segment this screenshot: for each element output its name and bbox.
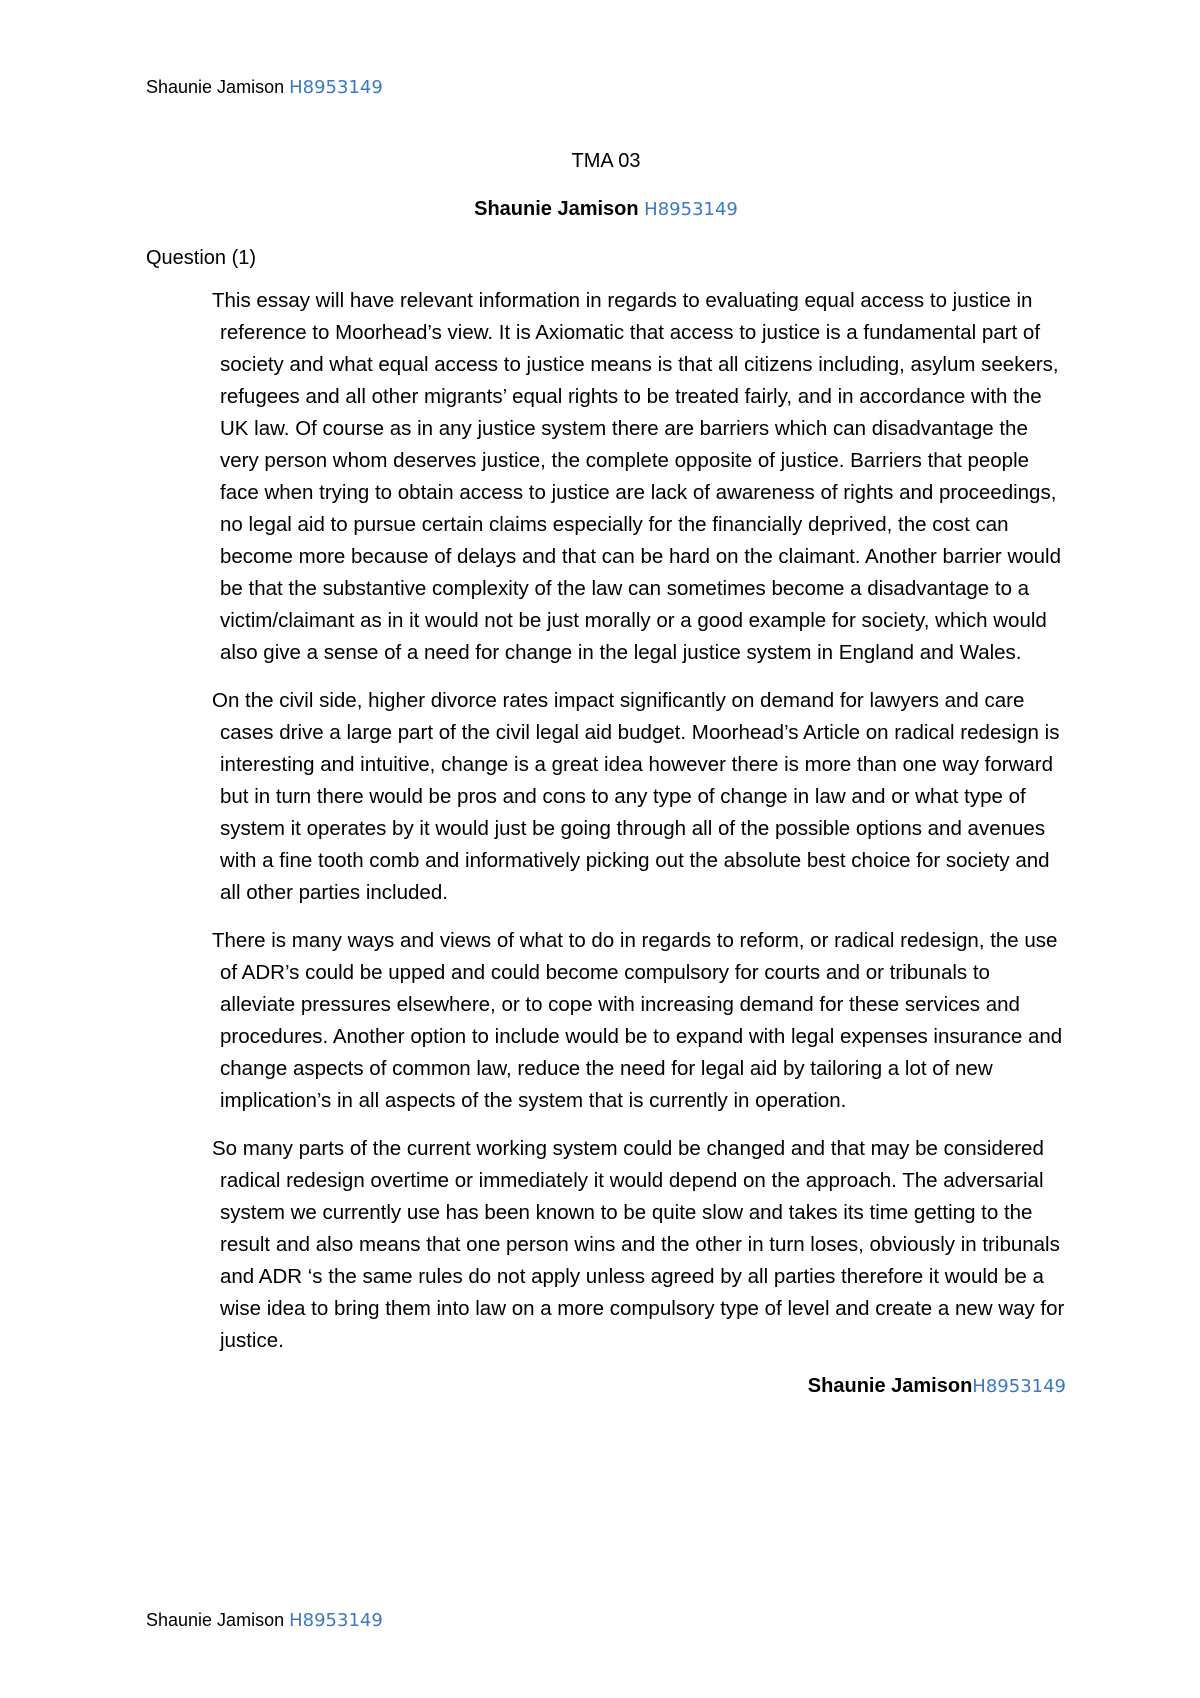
document-body — [146, 148, 1066, 1400]
signature-name: Shaunie Jamison — [807, 1375, 973, 1397]
page-footer — [146, 1609, 383, 1632]
signature — [146, 1373, 1066, 1400]
page-header — [146, 76, 383, 99]
paragraph: This essay will have relevant information in regards to evaluating equal access to justice in reference to Moorhead’s view. It is Axiomatic that access to justice is a fundamental part of society and what equal access to justice means is that all citizens including, asylum seekers, refugees and all other migrants’ equal rights to be treated fairly, and in accordance with the UK law. Of course as in any justice system there are barriers which can disadvantage the very person whom deserves justice, the complete opposite of justice. Barriers that people face when trying to obtain access to justice are lack of awareness of rights and proceedings, no legal aid to pursue certain claims especially for the financially deprived, the cost can become more because of delays and that can be hard on the claimant. Another barrier would be that the substantive complexity of the law can sometimes become a disadvantage to a victim/claimant as in it would not be just morally or a good example for society, which would also give a sense of a need for change in the legal justice system in England and Wales. — [212, 289, 1062, 664]
paragraph: So many parts of the current working system could be changed and that may be considered radical redesign overtime or immediately it would depend on the approach. The adversarial system we currently use has been known to be quite slow and takes its time getting to the result and also means that one person wins and the other in turn loses, obviously in tribunals and ADR ‘s the same rules do not apply unless agreed by all parties therefore it would be a wise idea to bring them into law on a more compulsory type of level and create a new way for justice. — [212, 1137, 1065, 1352]
document-author — [146, 196, 1066, 223]
paragraph: On the civil side, higher divorce rates impact significantly on demand for lawyers and care cases drive a large part of the civil legal aid budget. Moorhead’s Article on radical redesign is interesting and intuitive, change is a great idea however there is more than one way forward but in turn there would be pros and cons to any type of change in law and or what type of system it operates by it would just be going through all of the possible options and avenues with a fine tooth comb and informatively picking out the absolute best choice for society and all other parties included. — [212, 689, 1060, 904]
footer-id: H8953149 — [289, 1610, 383, 1631]
author-id: H8953149 — [644, 199, 738, 220]
document-title: TMA 03 — [571, 150, 641, 172]
author-name: Shaunie Jamison — [474, 198, 639, 220]
header-name: Shaunie Jamison — [146, 77, 285, 97]
question-heading: Question (1) — [146, 247, 257, 269]
paragraph: There is many ways and views of what to do in regards to reform, or radical redesign, the use of ADR’s could be upped and could become compulsory for courts and or tribunals to alleviate pressures elsewhere, or to cope with increasing demand for these services and procedures. Another option to include would be to expand with legal expenses insurance and change aspects of common law, reduce the need for legal aid by tailoring a lot of new implication’s in all aspects of the system that is currently in operation. — [212, 929, 1063, 1112]
footer-name: Shaunie Jamison — [146, 1610, 285, 1630]
signature-id: H8953149 — [972, 1376, 1066, 1397]
header-id: H8953149 — [289, 77, 383, 98]
